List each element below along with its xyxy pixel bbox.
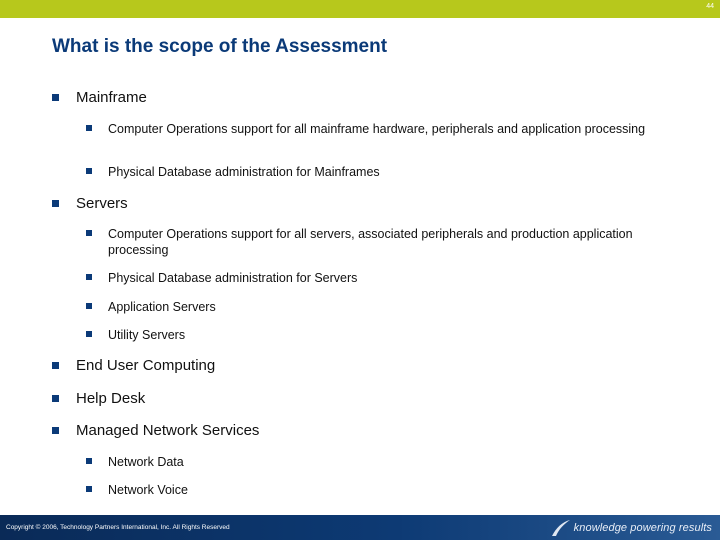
logo-text: knowledge powering results [573,522,712,534]
copyright-text: Copyright © 2006, Technology Partners International, Inc. All Rights Reserved [6,524,230,531]
square-bullet-icon [52,94,59,101]
square-bullet-icon [86,230,92,236]
square-bullet-icon [52,200,59,207]
bullet-text: Physical Database administration for Mainframes [108,165,380,179]
square-bullet-icon [86,274,92,280]
sub-bullet-item [86,164,676,180]
bullet-item [52,422,259,440]
bullet-text: Mainframe [76,89,147,106]
square-bullet-icon [52,395,59,402]
page-number: 44 [706,3,714,10]
square-bullet-icon [86,486,92,492]
sub-bullet-item [86,327,676,343]
top-accent-bar [0,0,720,18]
bullet-text: Network Data [108,455,184,469]
bullet-item [52,390,145,408]
swoosh-logo-icon [550,518,572,538]
sub-bullet-item [86,226,676,258]
sub-bullet-item [86,270,676,286]
bullet-item [52,89,147,107]
square-bullet-icon [86,303,92,309]
bullet-text: Computer Operations support for all mainframe hardware, peripherals and application processing [108,122,646,136]
bullet-text: Application Servers [108,300,216,314]
bullet-text: Network Voice [108,483,188,497]
bullet-item [52,357,215,375]
bullet-text: End User Computing [76,357,216,374]
footer-bar [0,515,720,540]
bullet-item [52,195,128,213]
bullet-text: Help Desk [76,390,146,407]
slide-title: What is the scope of the Assessment [52,36,388,57]
bullet-text: Computer Operations support for all servers, associated peripherals and production application processing [108,227,633,257]
bullet-text: Servers [76,195,128,212]
sub-bullet-item [86,454,676,470]
square-bullet-icon [86,331,92,337]
sub-bullet-item [86,299,676,315]
company-logo [550,518,712,538]
square-bullet-icon [86,458,92,464]
bullet-text: Utility Servers [108,328,186,342]
square-bullet-icon [86,125,92,131]
sub-bullet-item [86,121,676,137]
sub-bullet-item [86,482,676,498]
square-bullet-icon [52,427,59,434]
bullet-text: Physical Database administration for Servers [108,271,358,285]
square-bullet-icon [52,362,59,369]
square-bullet-icon [86,168,92,174]
bullet-text: Managed Network Services [76,422,260,439]
